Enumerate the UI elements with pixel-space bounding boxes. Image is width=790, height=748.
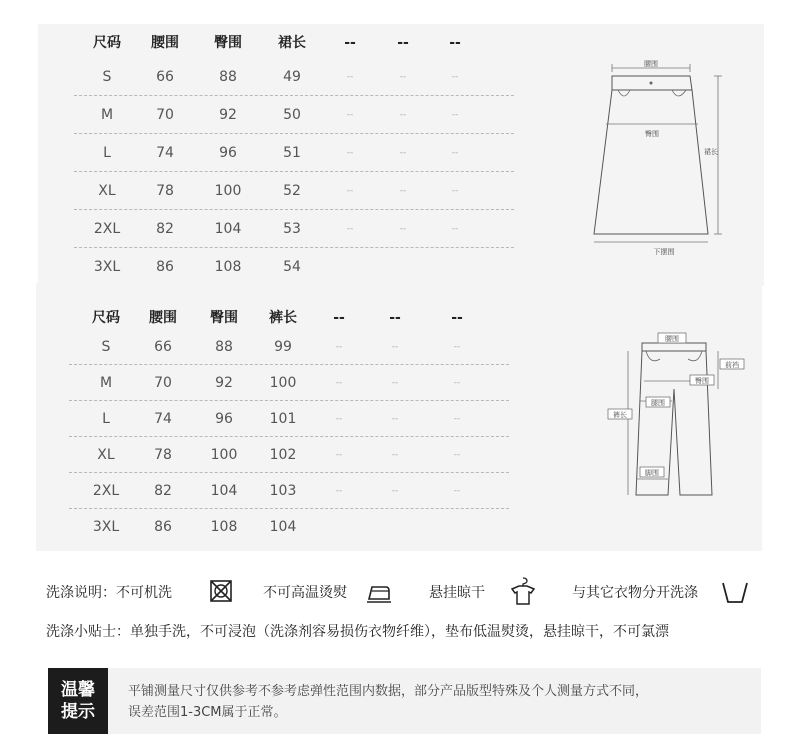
table-cell: 66 <box>156 69 174 85</box>
table-cell: XL <box>98 183 116 199</box>
table-cell: -- <box>451 110 459 120</box>
table-cell: -- <box>399 224 407 234</box>
table-cell: -- <box>335 342 343 352</box>
notice-line1: 平铺测量尺寸仅供参考不参考虑弹性范围内数据，部分产品版型特殊及个人测量方式不同， <box>128 684 649 699</box>
header-cell: -- <box>344 35 356 51</box>
table-cell: 100 <box>269 375 297 391</box>
table-cell: 82 <box>156 221 174 237</box>
table-row <box>74 134 514 172</box>
table-row <box>69 365 509 401</box>
pants-waist-label: 腰围 <box>665 335 679 343</box>
table-cell: -- <box>399 186 407 196</box>
header-cell: 臀围 <box>214 35 242 51</box>
wash-separately-icon <box>718 574 752 608</box>
table-cell: 108 <box>210 519 238 535</box>
wash-label-no-machine: 洗涤说明：不可机洗 <box>46 585 172 601</box>
table-cell: 50 <box>283 107 301 123</box>
header-cell: 尺码 <box>92 310 120 326</box>
table-cell: -- <box>453 486 461 496</box>
table-cell: 78 <box>154 447 172 463</box>
table-cell: 86 <box>154 519 172 535</box>
skirt-size-panel <box>38 24 764 286</box>
table-row <box>69 473 509 509</box>
table-cell: 53 <box>283 221 301 237</box>
table-cell: 70 <box>156 107 174 123</box>
pants-hip-label: 臀围 <box>695 377 709 385</box>
table-cell: -- <box>391 378 399 388</box>
table-cell: M <box>99 375 113 391</box>
table-cell: 101 <box>269 411 297 427</box>
table-cell: -- <box>399 72 407 82</box>
pants-length-label: 裤长 <box>613 411 627 419</box>
hang-dry-icon <box>506 574 540 608</box>
table-cell: 92 <box>219 107 237 123</box>
table-cell: -- <box>399 110 407 120</box>
table-cell: 88 <box>219 69 237 85</box>
notice-text <box>128 681 748 723</box>
table-cell: 96 <box>219 145 237 161</box>
wash-tips: 洗涤小贴士：单独手洗，不可浸泡（洗涤剂容易损伤衣物纤维），垫布低温熨烫，悬挂晾干，不可氯漂 <box>46 624 669 640</box>
table-cell: -- <box>399 148 407 158</box>
wash-instructions <box>46 574 766 610</box>
table-cell: XL <box>97 447 115 463</box>
table-cell: -- <box>346 186 354 196</box>
table-cell: 100 <box>210 447 238 463</box>
table-cell: -- <box>346 224 354 234</box>
table-cell: -- <box>391 342 399 352</box>
skirt-hem-label: 下摆围 <box>653 248 675 256</box>
skirt-measurement-diagram <box>578 54 728 268</box>
table-cell: -- <box>391 450 399 460</box>
table-cell: -- <box>335 378 343 388</box>
table-cell: -- <box>451 72 459 82</box>
table-row <box>74 248 514 286</box>
table-header-row <box>74 28 514 58</box>
table-cell: 86 <box>156 259 174 275</box>
table-cell: 108 <box>214 259 242 275</box>
table-row <box>69 437 509 473</box>
skirt-hip-label: 臀围 <box>645 130 659 138</box>
pants-measurement-diagram <box>606 329 756 513</box>
skirt-length-label: 裙长 <box>704 148 718 156</box>
table-cell: -- <box>346 148 354 158</box>
header-cell: 尺码 <box>93 35 121 51</box>
table-cell: -- <box>453 450 461 460</box>
table-row <box>69 401 509 437</box>
table-cell: 3XL <box>92 519 120 535</box>
notice-badge-line1: 温馨 <box>61 680 95 700</box>
notice-badge <box>48 668 108 734</box>
notice-box <box>48 668 761 734</box>
table-cell: L <box>102 411 110 427</box>
table-cell: 74 <box>156 145 174 161</box>
header-cell: -- <box>451 310 463 326</box>
table-cell: -- <box>451 148 459 158</box>
table-cell: -- <box>335 414 343 424</box>
table-cell: 104 <box>214 221 242 237</box>
table-cell: -- <box>451 186 459 196</box>
table-cell: -- <box>346 72 354 82</box>
table-row <box>74 172 514 210</box>
table-cell: 3XL <box>93 259 121 275</box>
skirt-waist-label: 腰围 <box>644 60 658 68</box>
table-row <box>74 210 514 248</box>
table-cell: 104 <box>210 483 238 499</box>
table-cell: 52 <box>283 183 301 199</box>
table-cell: S <box>101 339 111 355</box>
notice-badge-line2: 提示 <box>61 702 95 722</box>
header-cell: 臀围 <box>210 310 238 326</box>
wash-label-hang-dry: 悬挂晾干 <box>429 585 485 601</box>
table-cell: -- <box>453 414 461 424</box>
notice-line2: 误差范围1-3CM属于正常。 <box>128 705 287 720</box>
table-cell: 88 <box>215 339 233 355</box>
table-cell: 102 <box>269 447 297 463</box>
pants-front-rise-label: 前裆 <box>725 361 739 369</box>
table-cell: 104 <box>269 519 297 535</box>
table-cell: -- <box>335 450 343 460</box>
table-cell: 66 <box>154 339 172 355</box>
header-cell: -- <box>449 35 461 51</box>
table-row <box>74 58 514 96</box>
pants-size-panel <box>36 283 762 551</box>
table-cell: -- <box>453 342 461 352</box>
table-cell: M <box>100 107 114 123</box>
pants-thigh-label: 腿围 <box>651 399 665 407</box>
pants-hem-label: 脚围 <box>645 469 659 477</box>
wash-label-separate: 与其它衣物分开洗涤 <box>572 585 698 601</box>
table-cell: 2XL <box>92 483 120 499</box>
no-machine-wash-icon <box>204 574 238 608</box>
table-cell: 99 <box>274 339 292 355</box>
table-cell: -- <box>335 486 343 496</box>
table-cell: -- <box>391 486 399 496</box>
table-cell: 82 <box>154 483 172 499</box>
header-cell: -- <box>397 35 409 51</box>
table-cell: 96 <box>215 411 233 427</box>
table-cell: -- <box>453 378 461 388</box>
header-cell: 腰围 <box>151 35 179 51</box>
table-cell: 54 <box>283 259 301 275</box>
table-cell: 2XL <box>93 221 121 237</box>
table-cell: 100 <box>214 183 242 199</box>
table-cell: 70 <box>154 375 172 391</box>
header-cell: 腰围 <box>149 310 177 326</box>
header-cell: -- <box>389 310 401 326</box>
table-cell: 78 <box>156 183 174 199</box>
table-cell: 103 <box>269 483 297 499</box>
table-row <box>74 96 514 134</box>
header-cell: 裙长 <box>278 35 306 51</box>
header-cell: -- <box>333 310 345 326</box>
table-cell: S <box>102 69 112 85</box>
table-cell: 92 <box>215 375 233 391</box>
table-row <box>69 329 509 365</box>
header-cell: 裤长 <box>269 310 297 326</box>
table-cell: -- <box>391 414 399 424</box>
table-row <box>69 509 509 545</box>
wash-label-no-hot-iron: 不可高温烫熨 <box>263 585 347 601</box>
table-cell: -- <box>346 110 354 120</box>
low-iron-icon <box>362 574 396 608</box>
table-cell: 51 <box>283 145 301 161</box>
table-cell: 74 <box>154 411 172 427</box>
table-cell: L <box>103 145 111 161</box>
table-cell: 49 <box>283 69 301 85</box>
table-cell: -- <box>451 224 459 234</box>
